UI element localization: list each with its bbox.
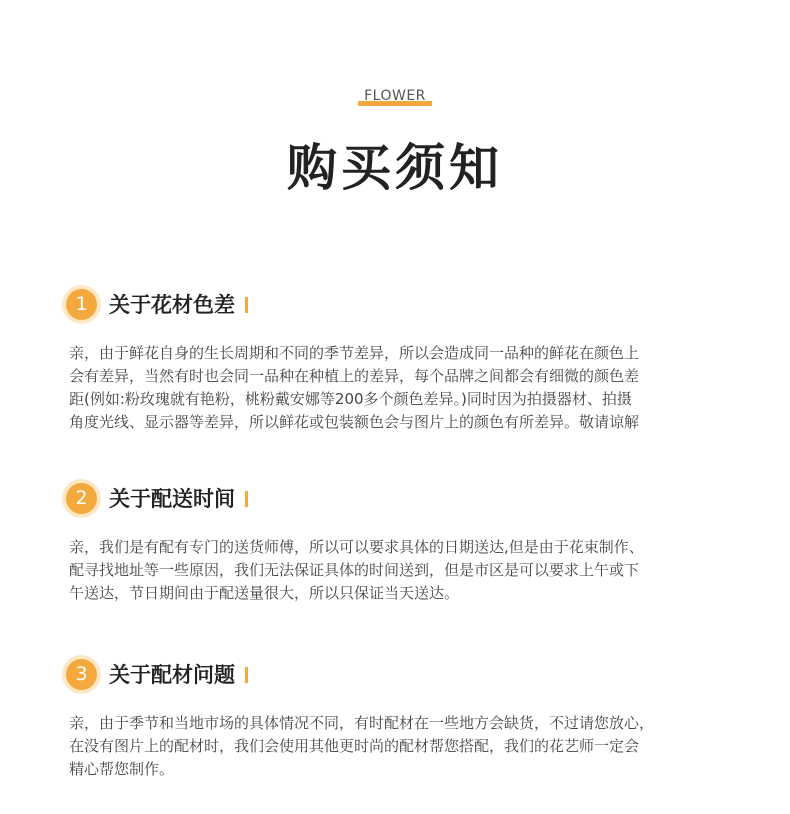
body-line: 在没有图片上的配材时，我们会使用其他更时尚的配材帮您搭配，我们的花艺师一定会 [69, 737, 640, 755]
body-line: 亲，由于鲜花自身的生长周期和不同的季节差异，所以会造成同一品种的鲜花在颜色上 [69, 344, 640, 362]
section-materials [62, 655, 732, 778]
flower-tag: FLOWER [358, 87, 432, 106]
body-line: 会有差异，当然有时也会同一品种在种植上的差异，每个品牌之间都会有细微的颜色差 [69, 367, 640, 385]
section-title-wrap [109, 660, 248, 690]
section-body [69, 536, 729, 605]
section-title: 关于配材问题 [109, 663, 235, 687]
number-badge [62, 479, 101, 518]
page-title: 购买须知 [287, 139, 503, 197]
section-title-wrap [109, 290, 248, 320]
body-line: 午送达，节日期间由于配送量很大，所以只保证当天送达。 [69, 584, 460, 602]
number-badge [62, 655, 101, 694]
section-header [62, 479, 732, 519]
number-badge-label: 2 [66, 483, 97, 514]
section-flower-color [62, 285, 732, 431]
section-header [62, 655, 732, 695]
title-accent-bar [245, 297, 248, 313]
body-line: 距(例如:粉玫瑰就有艳粉，桃粉戴安娜等200多个颜色差异。)同时因为拍摄器材、拍摄 [69, 390, 632, 408]
section-delivery-time [62, 479, 732, 602]
title-accent-bar [245, 491, 248, 507]
body-line: 角度光线、显示器等差异，所以鲜花或包装额色会与图片上的颜色有所差异。敬请谅解 [69, 413, 640, 431]
section-title: 关于配送时间 [109, 487, 235, 511]
number-badge-label: 3 [66, 659, 97, 690]
section-title: 关于花材色差 [109, 293, 235, 317]
body-line: 亲，我们是有配有专门的送货师傅，所以可以要求具体的日期送达,但是由于花束制作、 [69, 538, 644, 556]
section-body [69, 712, 729, 781]
section-header [62, 285, 732, 325]
body-line: 配寻找地址等一些原因，我们无法保证具体的时间送到，但是市区是可以要求上午或下 [69, 561, 640, 579]
number-badge-label: 1 [66, 289, 97, 320]
number-badge [62, 285, 101, 324]
body-line: 精心帮您制作。 [69, 760, 175, 778]
section-body [69, 342, 729, 434]
title-accent-bar [245, 667, 248, 683]
section-title-wrap [109, 484, 248, 514]
body-line: 亲，由于季节和当地市场的具体情况不同，有时配材在一些地方会缺货，不过请您放心， [69, 714, 655, 732]
